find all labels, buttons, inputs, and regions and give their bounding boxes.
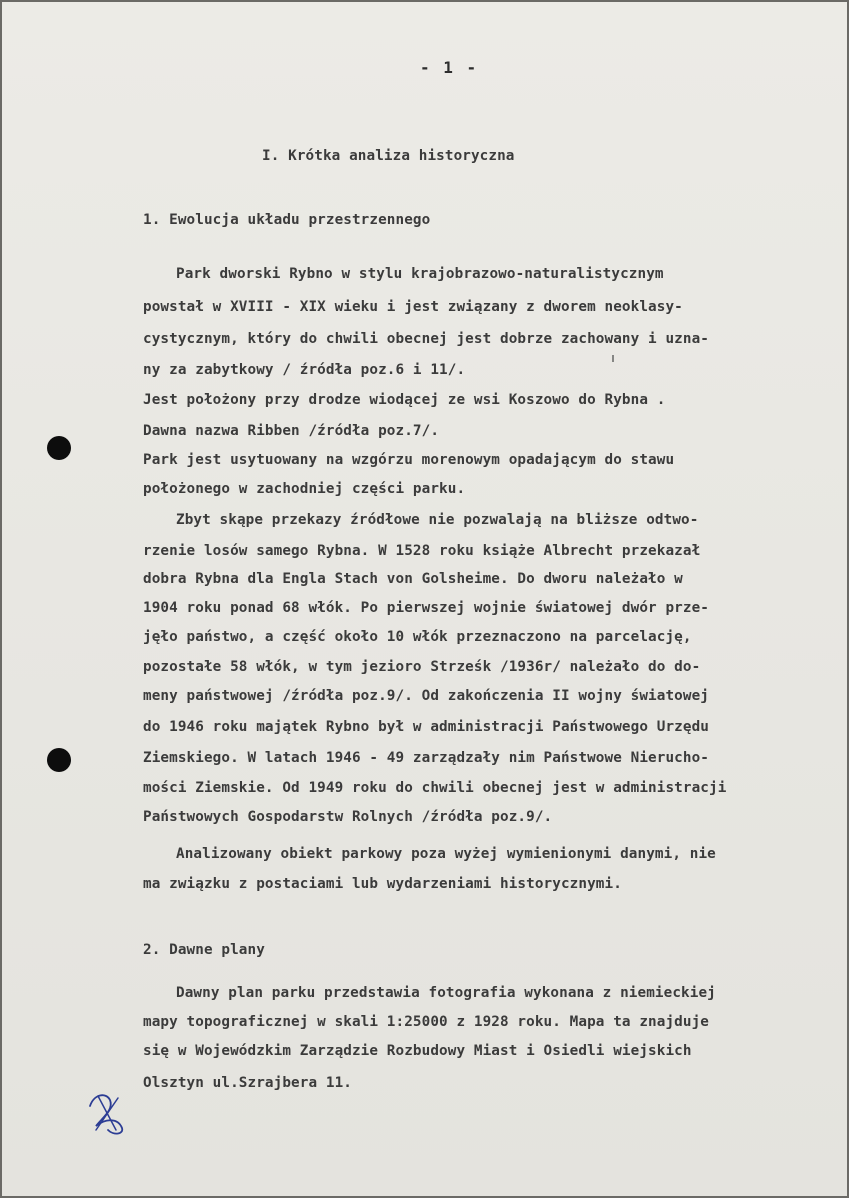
text-line: cystycznym, który do chwili obecnej jest dobrze zachowany i uzna- bbox=[143, 331, 709, 347]
text-line: się w Wojewódzkim Zarządzie Rozbudowy Miast i Osiedli wiejskich bbox=[143, 1043, 692, 1059]
text-line: Ziemskiego. W latach 1946 - 49 zarządzały nim Państwowe Nierucho- bbox=[143, 750, 709, 766]
text-line: Olsztyn ul.Szrajbera 11. bbox=[143, 1075, 352, 1091]
text-line: mapy topograficznej w skali 1:25000 z 1928 roku. Mapa ta znajduje bbox=[143, 1014, 709, 1030]
text-line: 1904 roku ponad 68 włók. Po pierwszej wojnie światowej dwór prze- bbox=[143, 600, 709, 616]
ink-dot-icon bbox=[610, 354, 616, 364]
subsection-title-2: 2. Dawne plany bbox=[143, 942, 265, 958]
text-line: Park dworski Rybno w stylu krajobrazowo-naturalistycznym bbox=[176, 266, 664, 282]
punch-hole-bottom bbox=[47, 748, 71, 772]
handwritten-mark-icon bbox=[84, 1088, 132, 1138]
text-line: pozostałe 58 włók, w tym jezioro Strześk /1936r/ należało do do- bbox=[143, 659, 701, 675]
text-line: rzenie losów samego Rybna. W 1528 roku książe Albrecht przekazał bbox=[143, 543, 701, 559]
text-line: Dawna nazwa Ribben /źródła poz.7/. bbox=[143, 423, 440, 439]
text-line: Dawny plan parku przedstawia fotografia wykonana z niemieckiej bbox=[176, 985, 716, 1001]
text-line: dobra Rybna dla Engla Stach von Golsheime. Do dworu należało w bbox=[143, 571, 683, 587]
section-title: I. Krótka analiza historyczna bbox=[262, 148, 515, 164]
text-line: do 1946 roku majątek Rybno był w administracji Państwowego Urzędu bbox=[143, 719, 709, 735]
text-line: ny za zabytkowy / źródła poz.6 i 11/. bbox=[143, 362, 466, 378]
subsection-title-1: 1. Ewolucja układu przestrzennego bbox=[143, 212, 431, 228]
page-number: - 1 - bbox=[420, 58, 479, 77]
text-line: Państwowych Gospodarstw Rolnych /źródła poz.9/. bbox=[143, 809, 553, 825]
text-line: mości Ziemskie. Od 1949 roku do chwili obecnej jest w administracji bbox=[143, 780, 727, 796]
text-line: położonego w zachodniej części parku. bbox=[143, 481, 466, 497]
punch-hole-top bbox=[47, 436, 71, 460]
text-line: jęło państwo, a część około 10 włók przeznaczono na parcelację, bbox=[143, 629, 692, 645]
text-line: powstał w XVIII - XIX wieku i jest związany z dworem neoklasy- bbox=[143, 299, 683, 315]
text-line: meny państwowej /źródła poz.9/. Od zakończenia II wojny światowej bbox=[143, 688, 709, 704]
text-line: ma związku z postaciami lub wydarzeniami historycznymi. bbox=[143, 876, 622, 892]
text-line: Analizowany obiekt parkowy poza wyżej wymienionymi danymi, nie bbox=[176, 846, 716, 862]
text-line: Zbyt skąpe przekazy źródłowe nie pozwalają na bliższe odtwo- bbox=[176, 512, 699, 528]
text-line: Jest położony przy drodze wiodącej ze wsi Koszowo do Rybna . bbox=[143, 392, 666, 408]
text-line: Park jest usytuowany na wzgórzu morenowym opadającym do stawu bbox=[143, 452, 675, 468]
